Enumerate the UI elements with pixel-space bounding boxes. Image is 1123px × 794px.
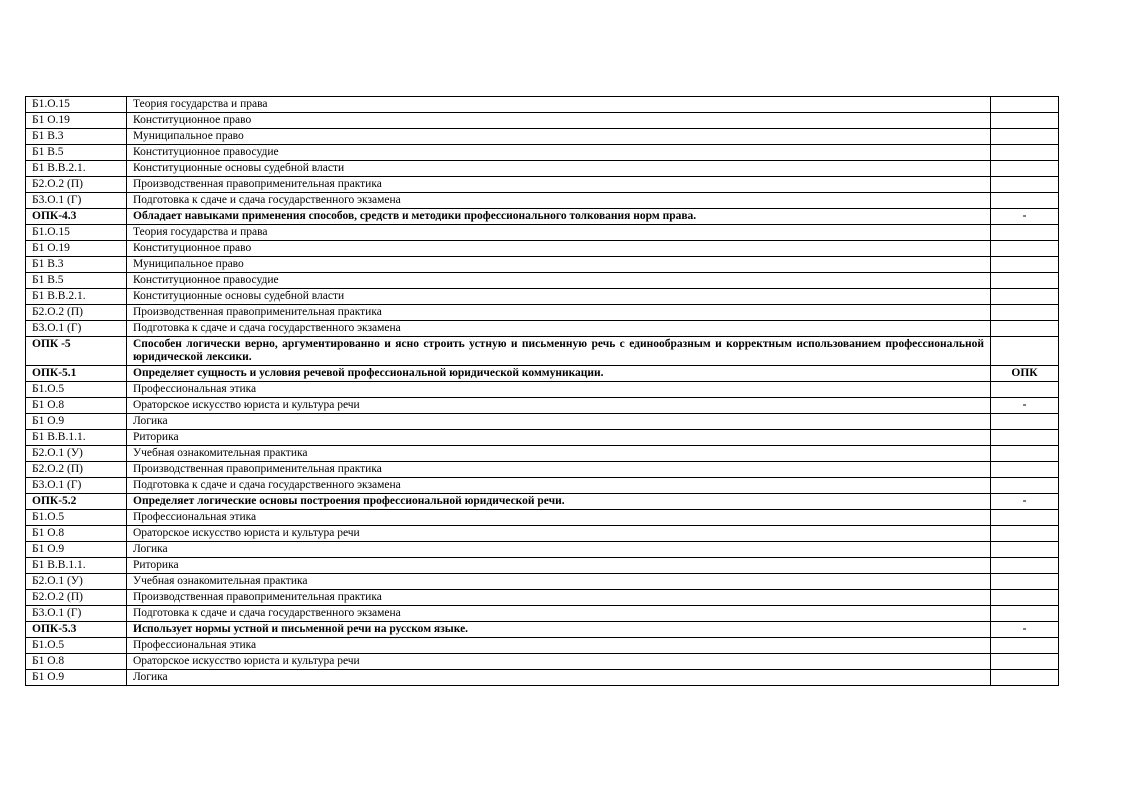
row-code: ОПК-4.3 <box>26 209 127 225</box>
row-name: Логика <box>127 414 991 430</box>
row-name: Ораторское искусство юриста и культура речи <box>127 526 991 542</box>
row-name: Способен логически верно, аргументированно и ясно строить устную и письменную речь с единообразным и корректным использованием профессиональной юридической лексики. <box>127 337 991 366</box>
competency-row <box>26 622 1059 638</box>
discipline-row <box>26 145 1059 161</box>
row-code: ОПК-5.3 <box>26 622 127 638</box>
competency-table <box>25 96 1059 686</box>
row-name: Определяет сущность и условия речевой профессиональной юридической коммуникации. <box>127 366 991 382</box>
row-mark <box>991 478 1059 494</box>
row-mark <box>991 446 1059 462</box>
row-mark <box>991 337 1059 366</box>
row-code: Б1 В.В.1.1. <box>26 558 127 574</box>
discipline-row <box>26 462 1059 478</box>
row-mark <box>991 225 1059 241</box>
row-mark <box>991 193 1059 209</box>
row-name: Конституционные основы судебной власти <box>127 161 991 177</box>
discipline-row <box>26 558 1059 574</box>
row-mark <box>991 542 1059 558</box>
competency-row <box>26 337 1059 366</box>
discipline-row <box>26 257 1059 273</box>
row-name: Ораторское искусство юриста и культура речи <box>127 654 991 670</box>
discipline-row <box>26 305 1059 321</box>
row-code: Б1 В.В.1.1. <box>26 430 127 446</box>
discipline-row <box>26 590 1059 606</box>
row-mark: - <box>991 494 1059 510</box>
row-code: Б2.О.2 (П) <box>26 305 127 321</box>
competency-row <box>26 366 1059 382</box>
row-mark <box>991 574 1059 590</box>
row-mark <box>991 305 1059 321</box>
discipline-row <box>26 542 1059 558</box>
discipline-row <box>26 289 1059 305</box>
row-mark <box>991 129 1059 145</box>
discipline-row <box>26 225 1059 241</box>
row-mark <box>991 257 1059 273</box>
discipline-row <box>26 606 1059 622</box>
row-mark <box>991 321 1059 337</box>
row-name: Подготовка к сдаче и сдача государственного экзамена <box>127 606 991 622</box>
row-mark <box>991 638 1059 654</box>
row-name: Производственная правоприменительная практика <box>127 590 991 606</box>
row-code: Б2.О.2 (П) <box>26 462 127 478</box>
discipline-row <box>26 430 1059 446</box>
competency-row <box>26 494 1059 510</box>
row-mark <box>991 670 1059 686</box>
row-code: Б3.О.1 (Г) <box>26 478 127 494</box>
discipline-row <box>26 241 1059 257</box>
row-code: Б1 О.9 <box>26 542 127 558</box>
row-name: Риторика <box>127 430 991 446</box>
row-name: Учебная ознакомительная практика <box>127 446 991 462</box>
row-name: Учебная ознакомительная практика <box>127 574 991 590</box>
row-code: Б1.О.15 <box>26 225 127 241</box>
discipline-row <box>26 414 1059 430</box>
competency-row <box>26 209 1059 225</box>
discipline-row <box>26 574 1059 590</box>
row-name: Теория государства и права <box>127 225 991 241</box>
row-name: Профессиональная этика <box>127 382 991 398</box>
row-name: Профессиональная этика <box>127 638 991 654</box>
discipline-row <box>26 273 1059 289</box>
row-mark <box>991 241 1059 257</box>
row-code: ОПК-5.2 <box>26 494 127 510</box>
discipline-row <box>26 446 1059 462</box>
row-code: ОПК -5 <box>26 337 127 366</box>
row-name: Определяет логические основы построения профессиональной юридической речи. <box>127 494 991 510</box>
row-mark <box>991 177 1059 193</box>
row-mark: - <box>991 398 1059 414</box>
row-code: Б1 О.19 <box>26 241 127 257</box>
row-mark <box>991 382 1059 398</box>
row-code: Б1.О.5 <box>26 638 127 654</box>
row-code: Б1 В.В.2.1. <box>26 161 127 177</box>
discipline-row <box>26 193 1059 209</box>
table-body <box>26 97 1059 686</box>
row-mark <box>991 414 1059 430</box>
row-code: Б1 О.9 <box>26 414 127 430</box>
row-mark: - <box>991 622 1059 638</box>
row-name: Риторика <box>127 558 991 574</box>
row-code: Б1.О.5 <box>26 510 127 526</box>
row-code: Б2.О.2 (П) <box>26 177 127 193</box>
discipline-row <box>26 113 1059 129</box>
row-name: Подготовка к сдаче и сдача государственного экзамена <box>127 478 991 494</box>
row-name: Производственная правоприменительная практика <box>127 462 991 478</box>
discipline-row <box>26 478 1059 494</box>
discipline-row <box>26 161 1059 177</box>
row-code: ОПК-5.1 <box>26 366 127 382</box>
discipline-row <box>26 382 1059 398</box>
discipline-row <box>26 129 1059 145</box>
row-name: Конституционное право <box>127 241 991 257</box>
discipline-row <box>26 670 1059 686</box>
row-mark <box>991 430 1059 446</box>
row-name: Теория государства и права <box>127 97 991 113</box>
row-code: Б1 В.5 <box>26 273 127 289</box>
row-code: Б1 В.В.2.1. <box>26 289 127 305</box>
row-name: Использует нормы устной и письменной речи на русском языке. <box>127 622 991 638</box>
row-code: Б2.О.2 (П) <box>26 590 127 606</box>
row-name: Подготовка к сдаче и сдача государственного экзамена <box>127 193 991 209</box>
discipline-row <box>26 654 1059 670</box>
row-mark <box>991 273 1059 289</box>
row-name: Ораторское искусство юриста и культура речи <box>127 398 991 414</box>
discipline-row <box>26 177 1059 193</box>
discipline-row <box>26 97 1059 113</box>
row-name: Конституционные основы судебной власти <box>127 289 991 305</box>
discipline-row <box>26 526 1059 542</box>
row-name: Профессиональная этика <box>127 510 991 526</box>
row-mark <box>991 97 1059 113</box>
row-code: Б1 О.8 <box>26 526 127 542</box>
row-code: Б3.О.1 (Г) <box>26 606 127 622</box>
row-mark <box>991 510 1059 526</box>
row-name: Конституционное правосудие <box>127 145 991 161</box>
row-mark <box>991 590 1059 606</box>
discipline-row <box>26 638 1059 654</box>
row-code: Б1 О.8 <box>26 654 127 670</box>
row-mark <box>991 654 1059 670</box>
row-mark <box>991 145 1059 161</box>
row-code: Б1 О.8 <box>26 398 127 414</box>
discipline-row <box>26 510 1059 526</box>
row-name: Конституционное правосудие <box>127 273 991 289</box>
row-code: Б1 В.3 <box>26 257 127 273</box>
discipline-row <box>26 321 1059 337</box>
row-code: Б1 О.19 <box>26 113 127 129</box>
row-code: Б2.О.1 (У) <box>26 574 127 590</box>
row-mark: ОПК <box>991 366 1059 382</box>
row-code: Б3.О.1 (Г) <box>26 321 127 337</box>
row-mark <box>991 606 1059 622</box>
row-mark <box>991 289 1059 305</box>
row-code: Б1.О.5 <box>26 382 127 398</box>
row-name: Конституционное право <box>127 113 991 129</box>
row-name: Обладает навыками применения способов, средств и методики профессионального толкования норм права. <box>127 209 991 225</box>
row-mark <box>991 526 1059 542</box>
row-code: Б1.О.15 <box>26 97 127 113</box>
discipline-row <box>26 398 1059 414</box>
row-name: Муниципальное право <box>127 257 991 273</box>
row-code: Б2.О.1 (У) <box>26 446 127 462</box>
row-code: Б3.О.1 (Г) <box>26 193 127 209</box>
row-name: Производственная правоприменительная практика <box>127 305 991 321</box>
row-name: Подготовка к сдаче и сдача государственного экзамена <box>127 321 991 337</box>
row-code: Б1 О.9 <box>26 670 127 686</box>
row-mark <box>991 462 1059 478</box>
row-code: Б1 В.3 <box>26 129 127 145</box>
row-mark <box>991 558 1059 574</box>
row-name: Логика <box>127 542 991 558</box>
row-name: Муниципальное право <box>127 129 991 145</box>
row-name: Логика <box>127 670 991 686</box>
row-code: Б1 В.5 <box>26 145 127 161</box>
row-mark <box>991 113 1059 129</box>
row-mark: - <box>991 209 1059 225</box>
row-name: Производственная правоприменительная практика <box>127 177 991 193</box>
row-mark <box>991 161 1059 177</box>
